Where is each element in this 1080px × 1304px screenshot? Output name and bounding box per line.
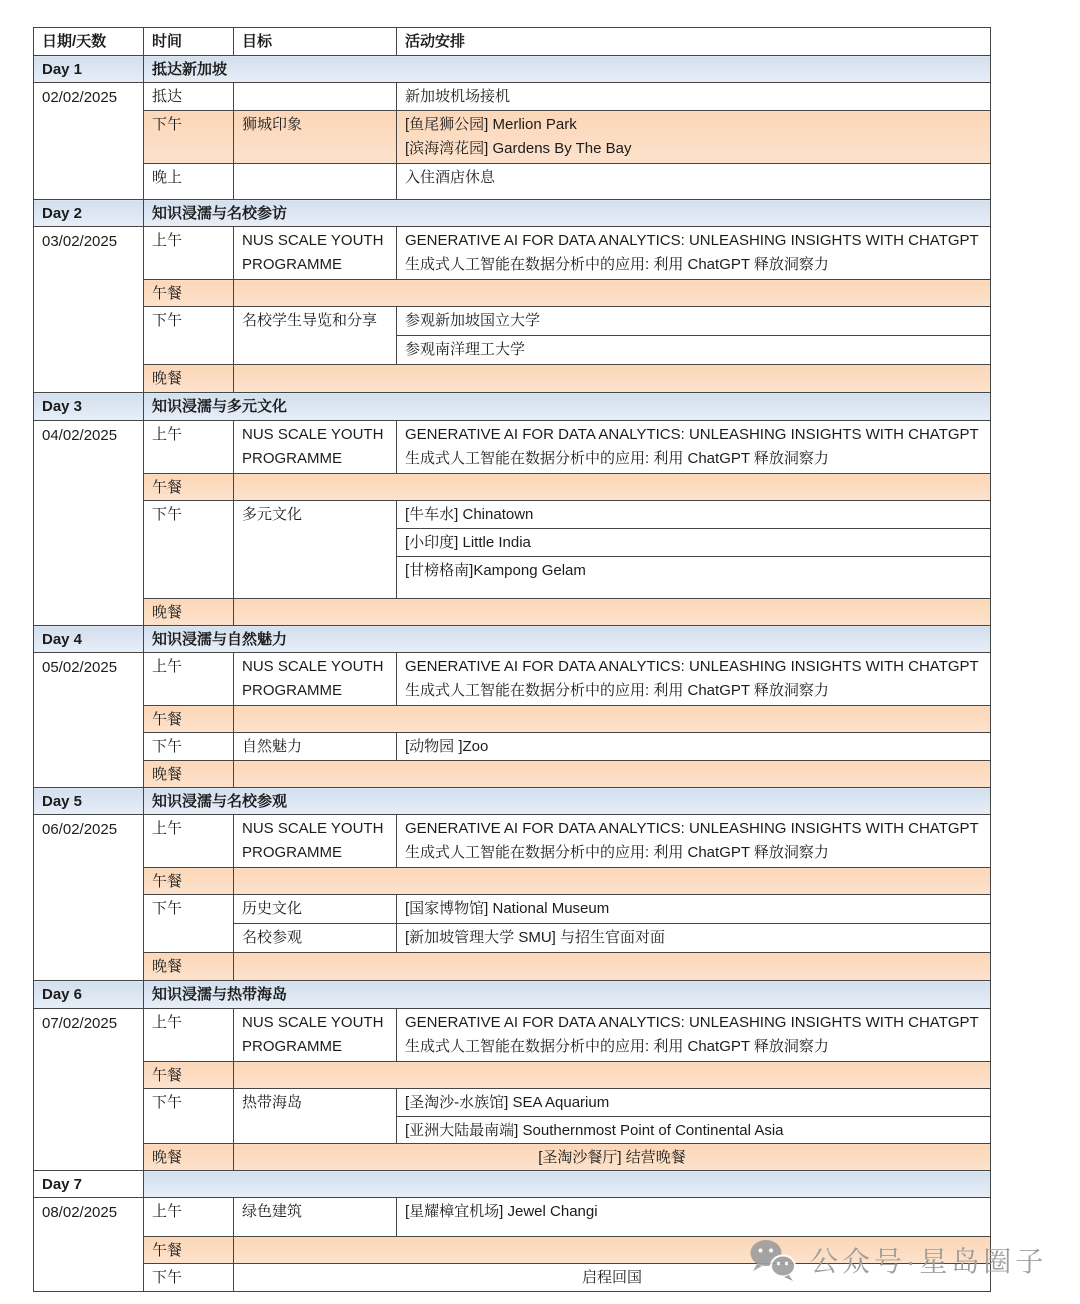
day-label-cell: Day 5 — [34, 788, 144, 815]
activity-line: GENERATIVE AI FOR DATA ANALYTICS: UNLEASHING INSIGHTS WITH CHATGPT — [405, 426, 979, 443]
day-theme-cell: 知识浸濡与自然魅力 — [144, 626, 991, 653]
activity-line: [鱼尾狮公园] Merlion Park — [405, 116, 577, 133]
day7-band — [34, 1171, 991, 1198]
activity-cell: 启程回国 — [234, 1264, 991, 1292]
activity-cell: [新加坡管理大学 SMU] 与招生官面对面 — [397, 924, 991, 953]
meal-note-cell: [圣淘沙餐厅] 结营晚餐 — [234, 1144, 991, 1171]
goal-cell: 狮城印象 — [234, 111, 397, 164]
activity-line: GENERATIVE AI FOR DATA ANALYTICS: UNLEASHING INSIGHTS WITH CHATGPT — [405, 232, 979, 249]
goal-cell: NUS SCALE YOUTH PROGRAMME — [234, 227, 397, 280]
day-label-cell: Day 6 — [34, 981, 144, 1009]
table-row — [34, 1198, 991, 1237]
day-theme-cell: 抵达新加坡 — [144, 56, 991, 83]
meal-cell: 晚餐 — [144, 1144, 234, 1171]
table-row — [34, 227, 991, 280]
table-row — [34, 815, 991, 868]
table-row — [34, 164, 991, 200]
activity-line: 生成式人工智能在数据分析中的应用: 利用 ChatGPT 释放洞察力 — [405, 682, 829, 699]
date-cell: 04/02/2025 — [34, 421, 144, 626]
wechat-icon — [748, 1238, 798, 1282]
date-cell: 07/02/2025 — [34, 1009, 144, 1171]
day-label-cell: Day 2 — [34, 200, 144, 227]
time-cell: 下午 — [144, 111, 234, 164]
watermark-text: 公众号·星岛圈子 — [810, 1246, 1048, 1277]
goal-cell: 热带海岛 — [234, 1089, 397, 1144]
goal-cell: NUS SCALE YOUTH PROGRAMME — [234, 1009, 397, 1062]
activity-cell: [甘榜格南]Kampong Gelam — [397, 557, 991, 599]
meal-span-cell — [234, 474, 991, 501]
activity-line: 生成式人工智能在数据分析中的应用: 利用 ChatGPT 释放洞察力 — [405, 1038, 829, 1055]
meal-span-cell — [234, 953, 991, 981]
date-cell: 03/02/2025 — [34, 227, 144, 393]
meal-row — [34, 280, 991, 307]
activity-cell — [397, 815, 991, 868]
time-cell: 上午 — [144, 815, 234, 868]
day-theme-cell: 知识浸濡与名校参观 — [144, 788, 991, 815]
meal-row — [34, 474, 991, 501]
activity-cell: [牛车水] Chinatown — [397, 501, 991, 529]
meal-span-cell — [234, 1062, 991, 1089]
meal-span-cell — [234, 868, 991, 895]
activity-line: 生成式人工智能在数据分析中的应用: 利用 ChatGPT 释放洞察力 — [405, 844, 829, 861]
time-cell: 上午 — [144, 1198, 234, 1237]
activity-line: GENERATIVE AI FOR DATA ANALYTICS: UNLEASHING INSIGHTS WITH CHATGPT — [405, 1014, 979, 1031]
meal-cell: 午餐 — [144, 280, 234, 307]
day-label-cell: Day 3 — [34, 393, 144, 421]
meal-cell: 晚餐 — [144, 599, 234, 626]
day4-band — [34, 626, 991, 653]
meal-span-cell — [234, 365, 991, 393]
meal-cell: 午餐 — [144, 1237, 234, 1264]
meal-row — [34, 868, 991, 895]
table-row — [34, 307, 991, 336]
time-cell: 上午 — [144, 1009, 234, 1062]
activity-cell: [圣淘沙-水族馆] SEA Aquarium — [397, 1089, 991, 1117]
date-cell: 02/02/2025 — [34, 83, 144, 200]
activity-line: [滨海湾花园] Gardens By The Bay — [405, 140, 632, 157]
activity-cell: [小印度] Little India — [397, 529, 991, 557]
day3-band — [34, 393, 991, 421]
activity-line: 生成式人工智能在数据分析中的应用: 利用 ChatGPT 释放洞察力 — [405, 256, 829, 273]
activity-cell — [397, 653, 991, 706]
meal-row — [34, 365, 991, 393]
goal-cell — [234, 83, 397, 111]
itinerary-table — [33, 27, 991, 1292]
day6-band — [34, 981, 991, 1009]
day-label-cell: Day 7 — [34, 1171, 144, 1198]
time-cell: 晚上 — [144, 164, 234, 200]
time-cell: 下午 — [144, 1089, 234, 1144]
day1-band — [34, 56, 991, 83]
time-cell: 上午 — [144, 227, 234, 280]
day2-band — [34, 200, 991, 227]
goal-cell: 自然魅力 — [234, 733, 397, 761]
goal-cell: 名校参观 — [234, 924, 397, 953]
activity-line: GENERATIVE AI FOR DATA ANALYTICS: UNLEASHING INSIGHTS WITH CHATGPT — [405, 658, 979, 675]
meal-row — [34, 1062, 991, 1089]
activity-cell: 参观新加坡国立大学 — [397, 307, 991, 336]
table-row — [34, 895, 991, 924]
meal-span-cell — [234, 599, 991, 626]
time-cell: 下午 — [144, 733, 234, 761]
activity-cell: [星耀樟宜机场] Jewel Changi — [397, 1198, 991, 1237]
table-row — [34, 1089, 991, 1117]
meal-cell: 午餐 — [144, 706, 234, 733]
goal-cell — [234, 164, 397, 200]
day-theme-cell: 知识浸濡与多元文化 — [144, 393, 991, 421]
table-row — [34, 83, 991, 111]
activity-line: 生成式人工智能在数据分析中的应用: 利用 ChatGPT 释放洞察力 — [405, 450, 829, 467]
day-theme-cell: 知识浸濡与名校参访 — [144, 200, 991, 227]
meal-row — [34, 599, 991, 626]
activity-cell — [397, 1009, 991, 1062]
activity-cell: [动物园 ]Zoo — [397, 733, 991, 761]
watermark — [748, 1238, 1047, 1282]
time-cell: 下午 — [144, 895, 234, 953]
goal-cell: NUS SCALE YOUTH PROGRAMME — [234, 421, 397, 474]
goal-cell: NUS SCALE YOUTH PROGRAMME — [234, 815, 397, 868]
column-header-activity: 活动安排 — [397, 28, 991, 56]
time-cell: 下午 — [144, 307, 234, 365]
activity-cell: 入住酒店休息 — [397, 164, 991, 200]
column-header-date: 日期/天数 — [34, 28, 144, 56]
meal-cell: 晚餐 — [144, 365, 234, 393]
header-row — [34, 28, 991, 56]
table-row — [34, 421, 991, 474]
day5-band — [34, 788, 991, 815]
meal-row — [34, 761, 991, 788]
meal-cell: 午餐 — [144, 868, 234, 895]
date-cell: 05/02/2025 — [34, 653, 144, 788]
goal-cell: 多元文化 — [234, 501, 397, 599]
activity-cell — [397, 421, 991, 474]
goal-cell: 绿色建筑 — [234, 1198, 397, 1237]
meal-row — [34, 706, 991, 733]
meal-cell: 午餐 — [144, 474, 234, 501]
goal-cell: NUS SCALE YOUTH PROGRAMME — [234, 653, 397, 706]
goal-cell: 历史文化 — [234, 895, 397, 924]
meal-row — [34, 953, 991, 981]
meal-row — [34, 1144, 991, 1171]
time-cell: 下午 — [144, 501, 234, 599]
meal-span-cell — [234, 280, 991, 307]
time-cell: 下午 — [144, 1264, 234, 1292]
day-label-cell: Day 4 — [34, 626, 144, 653]
activity-cell: [国家博物馆] National Museum — [397, 895, 991, 924]
day-label-cell: Day 1 — [34, 56, 144, 83]
meal-cell: 晚餐 — [144, 761, 234, 788]
time-cell: 抵达 — [144, 83, 234, 111]
meal-cell: 午餐 — [144, 1062, 234, 1089]
day-theme-cell — [144, 1171, 991, 1198]
table-row — [34, 733, 991, 761]
time-cell: 上午 — [144, 421, 234, 474]
meal-cell: 晚餐 — [144, 953, 234, 981]
activity-cell: 参观南洋理工大学 — [397, 336, 991, 365]
table-row — [34, 501, 991, 529]
table-row — [34, 1009, 991, 1062]
day-theme-cell: 知识浸濡与热带海岛 — [144, 981, 991, 1009]
activity-line: GENERATIVE AI FOR DATA ANALYTICS: UNLEASHING INSIGHTS WITH CHATGPT — [405, 820, 979, 837]
column-header-time: 时间 — [144, 28, 234, 56]
goal-cell: 名校学生导览和分享 — [234, 307, 397, 365]
table-row — [34, 111, 991, 164]
meal-span-cell — [234, 761, 991, 788]
time-cell: 上午 — [144, 653, 234, 706]
column-header-goal: 目标 — [234, 28, 397, 56]
activity-cell — [397, 227, 991, 280]
activity-cell — [397, 111, 991, 164]
activity-cell: 新加坡机场接机 — [397, 83, 991, 111]
table-row — [34, 653, 991, 706]
activity-cell: [亚洲大陆最南端] Southernmost Point of Continental Asia — [397, 1117, 991, 1144]
date-cell: 08/02/2025 — [34, 1198, 144, 1292]
meal-span-cell — [234, 706, 991, 733]
date-cell: 06/02/2025 — [34, 815, 144, 981]
